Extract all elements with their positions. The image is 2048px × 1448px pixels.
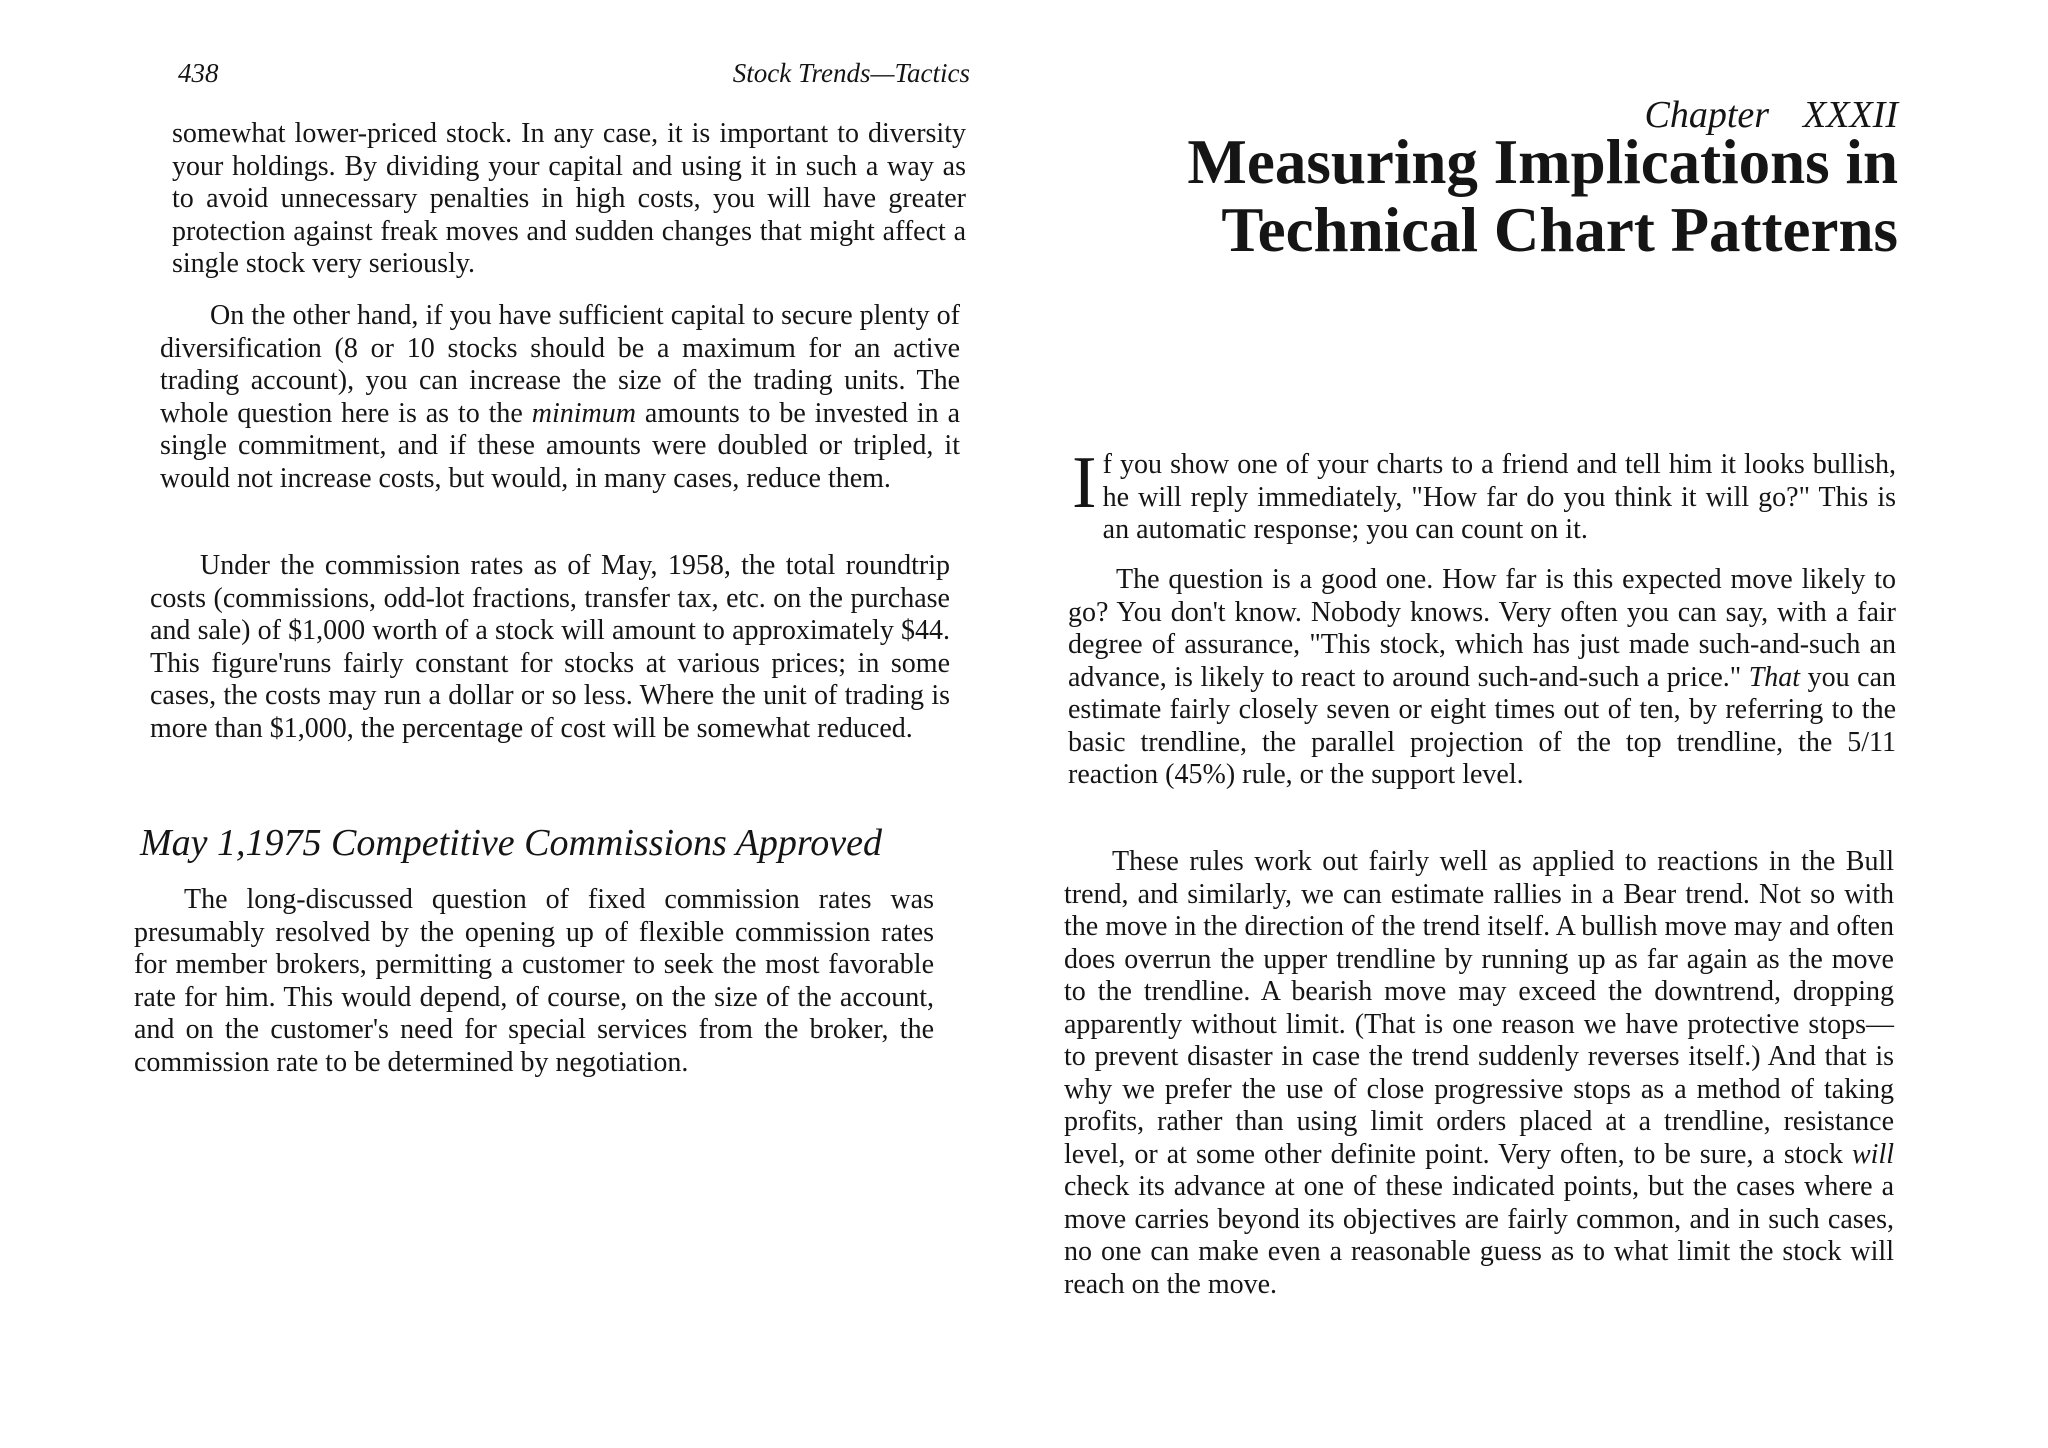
body-paragraph [150, 550, 950, 745]
body-paragraph [160, 300, 960, 495]
paragraph-text: you can estimate fairly closely seven or eight times out of ten, by referring to the basic trendline, the parallel projection of the top trendline, the 5/11 reaction (45%) rule, or the support level. [1068, 661, 1896, 790]
running-title: Stock Trends—Tactics [732, 58, 970, 88]
body-paragraph [134, 884, 934, 1079]
drop-cap: I [1072, 442, 1097, 524]
paragraph-text-group [1072, 442, 1896, 547]
paragraph-text-group [1064, 846, 1894, 1301]
paragraph-text-group [1068, 564, 1896, 792]
paragraph-text: f you show one of your charts to a friend and tell him it looks bullish, he will reply immediately, "How far do you think it will go?" This is an automatic response; you can count on it. [1102, 449, 1896, 545]
emphasis-text: minimum [531, 397, 636, 429]
page-number: 438 [178, 58, 219, 88]
right-page [1024, 0, 2048, 1448]
paragraph-text: amounts to be invested in a single commitment, and if these amounts were doubled or tripled, it would not increase costs, but would, in many cases, reduce them. [160, 397, 960, 494]
section-heading: May 1,1975 Competitive Commissions Approved [140, 822, 882, 864]
chapter-numeral: XXXII [1803, 94, 1898, 136]
body-paragraph [172, 118, 966, 281]
paragraph-text: The long-discussed question of fixed commission rates was presumably resolved by the opening up of flexible commission rates for member brokers, permitting a customer to seek the most favorable rate for him. This would depend, of course, on the size of the account, and on the customer's need for special services from the broker, the commission rate to be determined by negotiation. [134, 884, 934, 1078]
paragraph-text: Under the commission rates as of May, 1958, the total roundtrip costs (commissions, odd-lot fractions, transfer tax, etc. on the purchase and sale) of $1,000 worth of a stock will amount to approximately $44. This figure'runs fairly constant for stocks at various prices; in some cases, the costs may run a dollar or so less. Where the unit of trading is more than $1,000, the percentage of cost will be somewhat reduced. [150, 550, 950, 744]
emphasis-text: That [1748, 661, 1801, 693]
paragraph-text: The question is a good one. How far is this expected move likely to go? You don't know. Nobody knows. Very often you can say, with a fair degree of assurance, "This stock, which has just made such-and-such an advance, is likely to react to around such-and-such a price." [1068, 564, 1896, 693]
paragraph-text: These rules work out fairly well as applied to reactions in the Bull trend, and similarly, we can estimate rallies in a Bear trend. Not so with the move in the direction of the trend itself. A bullish move may and often does overrun the upper trendline by running up as far again as the move to the trendline. A bearish move may exceed the downtrend, dropping apparently without limit. (That is one reason we have protective stops—to prevent disaster in case the trend suddenly reverses itself.) And that is why we prefer the use of close progressive stops as a method of taking profits, rather than using limit orders placed at a trendline, resistance level, or at some other definite point. Very often, to be sure, a stock [1064, 846, 1894, 1170]
body-paragraph [1064, 846, 1894, 1301]
paragraph-text: somewhat lower-priced stock. In any case, it is important to diversity your holdings. By dividing your capital and using it in such a way as to avoid unnecessary penalties in high costs, you will have greater protection against freak moves and sudden changes that might affect a single stock very seriously. [172, 118, 966, 279]
body-paragraph [1068, 564, 1896, 792]
chapter-title: Measuring Implications in Technical Chart Patterns [1187, 127, 1898, 265]
paragraph-text: check its advance at one of these indicated points, but the cases where a move carries beyond its objectives are fairly common, and in such cases, no one can make even a reasonable guess as to what limit the stock will reach on the move. [1064, 1171, 1894, 1300]
paragraph-text: On the other hand, if you have sufficient capital to secure plenty of diversification (8 or 10 stocks should be a maximum for an active trading account), you can increase the size of the trading units. The whole question here is as to the [160, 300, 960, 429]
emphasis-text: will [1851, 1138, 1894, 1170]
body-paragraph [1072, 442, 1896, 547]
paragraph-text-group [160, 300, 960, 495]
chapter-word: Chapter [1644, 94, 1770, 136]
